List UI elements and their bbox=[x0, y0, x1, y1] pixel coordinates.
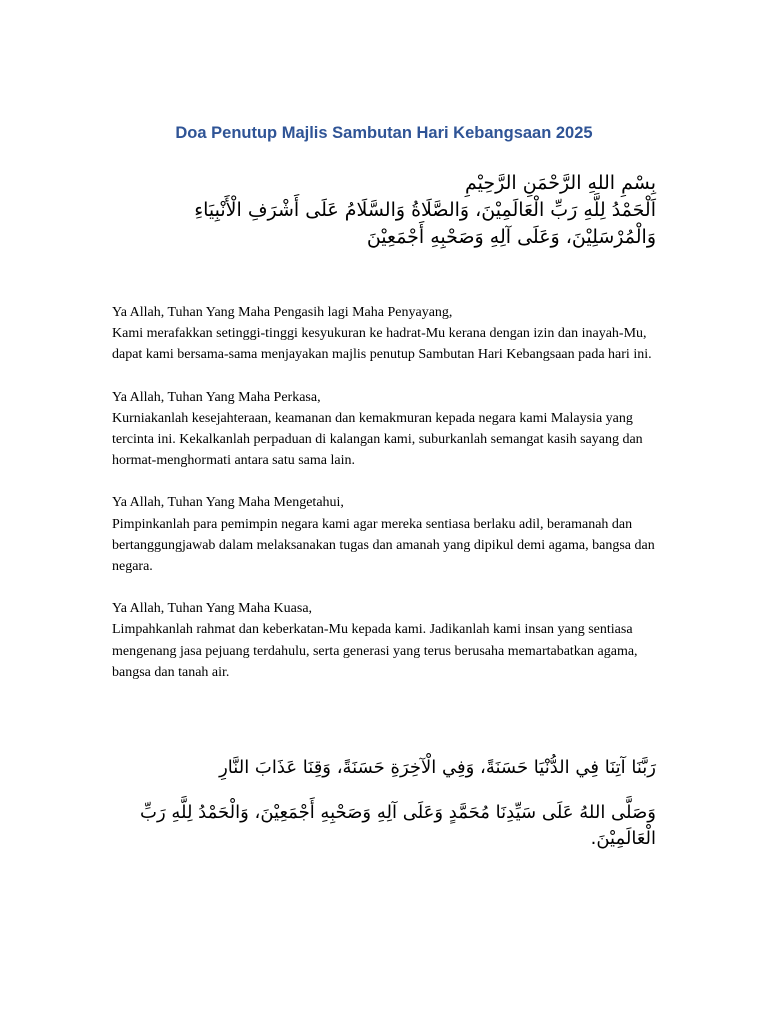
paragraph-body: Kami merafakkan setinggi-tinggi kesyukuran ke hadrat-Mu kerana dengan izin dan inayah-Mu, dapat kami bersama-sama menjayakan majlis penutup Sambutan Hari Kebangsaan pada hari ini. bbox=[112, 326, 652, 363]
closing-arabic-salawat: وَصَلَّى اللهُ عَلَى سَيِّدِنَا مُحَمَّدٍ وَعَلَى آلِهِ وَصَحْبِهِ أَجْمَعِيْنَ، وَالْحَمْدُ لِلَّهِ رَبِّ الْعَالَمِيْنَ. bbox=[140, 802, 656, 849]
paragraph-body: Pimpinkanlah para pemimpin negara kami agar mereka sentiasa berlaku adil, beramanah dan bertanggungjawab dalam melaksanakan tugas dan amanah yang dipikul demi agama, bangsa dan negara. bbox=[112, 516, 655, 575]
document-title: Doa Penutup Majlis Sambutan Hari Kebangsaan 2025 bbox=[175, 124, 593, 142]
paragraph-body: Limpahkanlah rahmat dan keberkatan-Mu kepada kami. Jadikanlah kami insan yang sentiasa mengenang jasa pejuang terdahulu, serta generasi yang terus berusaha memartabatkan agama, bangsa dan tanah air. bbox=[112, 622, 638, 680]
prayer-paragraph bbox=[112, 492, 662, 577]
paragraph-heading: Ya Allah, Tuhan Yang Maha Perkasa, bbox=[112, 389, 321, 405]
opening-arabic-line: بِسْمِ اللهِ الرَّحْمَنِ الرَّحِيْمِ bbox=[465, 172, 656, 194]
prayer-paragraphs bbox=[112, 302, 662, 704]
opening-arabic-prayer bbox=[110, 170, 656, 251]
paragraph-body: Kurniakanlah kesejahteraan, keamanan dan kemakmuran kepada negara kami Malaysia yang tercinta ini. Kekalkanlah perpaduan di kalangan kami, suburkanlah semangat kasih sayang dan hormat-menghormati antara satu sama lain. bbox=[112, 410, 643, 469]
opening-arabic-line: وَالْمُرْسَلِيْنَ، وَعَلَى آلِهِ وَصَحْبِهِ أَجْمَعِيْنَ bbox=[366, 226, 656, 248]
prayer-paragraph bbox=[112, 302, 662, 366]
paragraph-heading: Ya Allah, Tuhan Yang Maha Pengasih lagi Maha Penyayang, bbox=[112, 305, 453, 320]
paragraph-heading: Ya Allah, Tuhan Yang Maha Mengetahui, bbox=[112, 495, 344, 511]
paragraph-heading: Ya Allah, Tuhan Yang Maha Kuasa, bbox=[112, 601, 313, 617]
prayer-paragraph bbox=[112, 387, 662, 472]
closing-arabic-rabbana: رَبَّنَا آتِنَا فِي الدُّنْيَا حَسَنَةً، وَفِي الْآخِرَةِ حَسَنَةً، وَقِنَا عَذَابَ النَّارِ bbox=[219, 757, 656, 778]
opening-arabic-line: اَلْحَمْدُ لِلَّهِ رَبِّ الْعَالَمِيْنَ، وَالصَّلَاةُ وَالسَّلَامُ عَلَى أَشْرَفِ الْأَنْبِيَاءِ bbox=[194, 199, 656, 221]
prayer-paragraph bbox=[112, 598, 662, 683]
